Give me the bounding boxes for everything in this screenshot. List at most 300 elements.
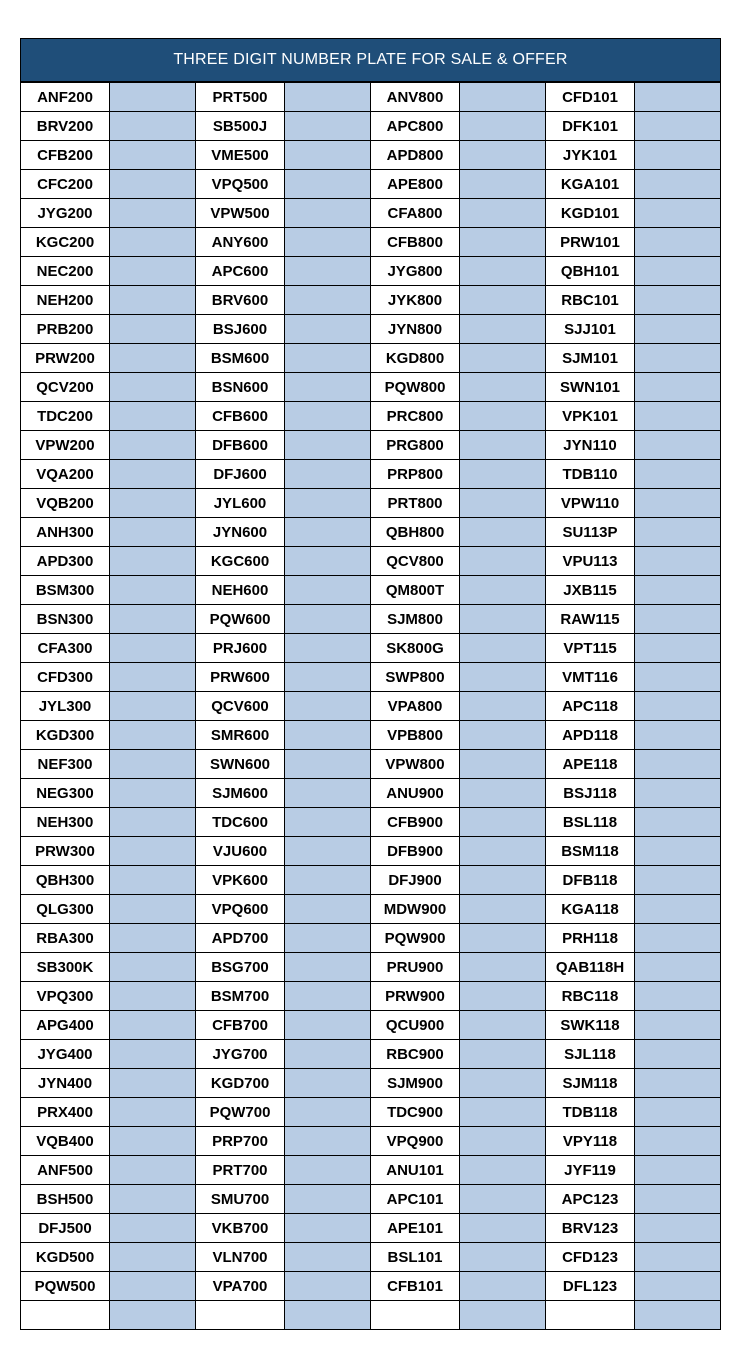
plate-code-cell: PRG800 bbox=[371, 431, 460, 460]
offer-cell[interactable] bbox=[635, 547, 721, 576]
offer-cell[interactable] bbox=[110, 547, 196, 576]
offer-cell[interactable] bbox=[285, 83, 371, 112]
offer-cell[interactable] bbox=[285, 1185, 371, 1214]
plate-code-cell: QM800T bbox=[371, 576, 460, 605]
offer-cell[interactable] bbox=[285, 257, 371, 286]
plate-code-cell: CFB700 bbox=[196, 1011, 285, 1040]
table-row bbox=[21, 489, 721, 518]
offer-cell[interactable] bbox=[460, 750, 546, 779]
plate-code-cell: VPK600 bbox=[196, 866, 285, 895]
table-row bbox=[21, 1243, 721, 1272]
plate-code-cell: RBC900 bbox=[371, 1040, 460, 1069]
offer-cell[interactable] bbox=[460, 808, 546, 837]
offer-cell[interactable] bbox=[110, 141, 196, 170]
offer-cell[interactable] bbox=[110, 199, 196, 228]
plate-code-cell: QLG300 bbox=[21, 895, 110, 924]
offer-cell[interactable] bbox=[110, 170, 196, 199]
offer-cell[interactable] bbox=[635, 286, 721, 315]
offer-cell[interactable] bbox=[285, 721, 371, 750]
offer-cell[interactable] bbox=[285, 605, 371, 634]
offer-cell[interactable] bbox=[110, 837, 196, 866]
offer-cell[interactable] bbox=[635, 692, 721, 721]
offer-cell[interactable] bbox=[460, 199, 546, 228]
offer-cell[interactable] bbox=[460, 1098, 546, 1127]
offer-cell[interactable] bbox=[285, 1243, 371, 1272]
offer-cell[interactable] bbox=[285, 1272, 371, 1301]
plate-code-cell: BSL118 bbox=[546, 808, 635, 837]
offer-cell[interactable] bbox=[460, 431, 546, 460]
offer-cell[interactable] bbox=[635, 895, 721, 924]
offer-cell[interactable] bbox=[285, 576, 371, 605]
offer-cell[interactable] bbox=[110, 1098, 196, 1127]
offer-cell[interactable] bbox=[110, 228, 196, 257]
offer-cell[interactable] bbox=[110, 721, 196, 750]
offer-cell[interactable] bbox=[635, 228, 721, 257]
offer-cell[interactable] bbox=[460, 663, 546, 692]
sheet-title: THREE DIGIT NUMBER PLATE FOR SALE & OFFER bbox=[20, 38, 721, 82]
offer-cell[interactable] bbox=[285, 170, 371, 199]
offer-cell[interactable] bbox=[110, 83, 196, 112]
plate-code-cell: TDC200 bbox=[21, 402, 110, 431]
plate-code-cell: NEH300 bbox=[21, 808, 110, 837]
offer-cell[interactable] bbox=[635, 808, 721, 837]
plate-code-cell: JYK800 bbox=[371, 286, 460, 315]
offer-cell[interactable] bbox=[285, 460, 371, 489]
offer-cell[interactable] bbox=[635, 199, 721, 228]
offer-cell[interactable] bbox=[285, 199, 371, 228]
offer-cell[interactable] bbox=[635, 344, 721, 373]
plate-code-cell: PRT800 bbox=[371, 489, 460, 518]
offer-cell[interactable] bbox=[635, 373, 721, 402]
offer-cell[interactable] bbox=[285, 315, 371, 344]
plate-code-cell: BSL101 bbox=[371, 1243, 460, 1272]
offer-cell[interactable] bbox=[110, 924, 196, 953]
table-row bbox=[21, 779, 721, 808]
offer-cell[interactable] bbox=[460, 170, 546, 199]
table-row bbox=[21, 431, 721, 460]
table-row bbox=[21, 402, 721, 431]
offer-cell[interactable] bbox=[460, 1301, 546, 1330]
offer-cell[interactable] bbox=[285, 634, 371, 663]
offer-cell[interactable] bbox=[285, 402, 371, 431]
plate-code-cell: VPB800 bbox=[371, 721, 460, 750]
offer-cell[interactable] bbox=[635, 982, 721, 1011]
plate-code-cell: PRT700 bbox=[196, 1156, 285, 1185]
offer-cell[interactable] bbox=[635, 170, 721, 199]
offer-cell[interactable] bbox=[460, 402, 546, 431]
offer-cell[interactable] bbox=[460, 257, 546, 286]
plate-code-cell: JYN110 bbox=[546, 431, 635, 460]
offer-cell[interactable] bbox=[285, 837, 371, 866]
offer-cell[interactable] bbox=[110, 1301, 196, 1330]
offer-cell[interactable] bbox=[110, 866, 196, 895]
plate-code-cell: CFD101 bbox=[546, 83, 635, 112]
offer-cell[interactable] bbox=[635, 953, 721, 982]
table-row bbox=[21, 750, 721, 779]
plate-code-cell: VJU600 bbox=[196, 837, 285, 866]
plate-code-cell: CFB101 bbox=[371, 1272, 460, 1301]
offer-cell[interactable] bbox=[635, 779, 721, 808]
offer-cell[interactable] bbox=[110, 953, 196, 982]
offer-cell[interactable] bbox=[110, 373, 196, 402]
offer-cell[interactable] bbox=[635, 1301, 721, 1330]
plate-code-cell: PQW900 bbox=[371, 924, 460, 953]
offer-cell[interactable] bbox=[460, 141, 546, 170]
offer-cell[interactable] bbox=[110, 1185, 196, 1214]
offer-cell[interactable] bbox=[635, 1011, 721, 1040]
plate-code-cell: DFJ600 bbox=[196, 460, 285, 489]
plate-code-cell: QCV600 bbox=[196, 692, 285, 721]
offer-cell[interactable] bbox=[110, 895, 196, 924]
plate-code-cell: BSJ118 bbox=[546, 779, 635, 808]
plate-code-cell: TDC900 bbox=[371, 1098, 460, 1127]
offer-cell[interactable] bbox=[635, 837, 721, 866]
plate-code-cell: CFB900 bbox=[371, 808, 460, 837]
table-row bbox=[21, 576, 721, 605]
offer-cell[interactable] bbox=[460, 1243, 546, 1272]
plate-code-cell: MDW900 bbox=[371, 895, 460, 924]
offer-cell[interactable] bbox=[285, 489, 371, 518]
plate-code-cell: VPW500 bbox=[196, 199, 285, 228]
table-row bbox=[21, 1069, 721, 1098]
offer-cell[interactable] bbox=[110, 750, 196, 779]
plate-code-cell: KGC600 bbox=[196, 547, 285, 576]
offer-cell[interactable] bbox=[285, 982, 371, 1011]
table-row bbox=[21, 924, 721, 953]
offer-cell[interactable] bbox=[635, 924, 721, 953]
offer-cell[interactable] bbox=[285, 953, 371, 982]
table-row bbox=[21, 895, 721, 924]
offer-cell[interactable] bbox=[635, 663, 721, 692]
plate-code-cell bbox=[371, 1301, 460, 1330]
offer-cell[interactable] bbox=[110, 518, 196, 547]
offer-cell[interactable] bbox=[635, 460, 721, 489]
plate-code-cell: SJM118 bbox=[546, 1069, 635, 1098]
offer-cell[interactable] bbox=[460, 228, 546, 257]
plate-code-cell: PRC800 bbox=[371, 402, 460, 431]
plate-code-cell: APE101 bbox=[371, 1214, 460, 1243]
offer-cell[interactable] bbox=[285, 808, 371, 837]
plate-code-cell: QBH300 bbox=[21, 866, 110, 895]
plate-code-cell: VMT116 bbox=[546, 663, 635, 692]
offer-cell[interactable] bbox=[635, 750, 721, 779]
offer-cell[interactable] bbox=[285, 1301, 371, 1330]
offer-cell[interactable] bbox=[460, 547, 546, 576]
offer-cell[interactable] bbox=[285, 1156, 371, 1185]
offer-cell[interactable] bbox=[460, 373, 546, 402]
table-row bbox=[21, 460, 721, 489]
table-row bbox=[21, 1011, 721, 1040]
offer-cell[interactable] bbox=[110, 112, 196, 141]
plate-code-cell: BRV600 bbox=[196, 286, 285, 315]
offer-cell[interactable] bbox=[460, 1127, 546, 1156]
offer-cell[interactable] bbox=[110, 576, 196, 605]
plate-code-cell: VPW110 bbox=[546, 489, 635, 518]
plate-code-cell: VPK101 bbox=[546, 402, 635, 431]
offer-cell[interactable] bbox=[460, 692, 546, 721]
offer-cell[interactable] bbox=[285, 1069, 371, 1098]
offer-cell[interactable] bbox=[635, 1069, 721, 1098]
plate-code-cell: SWN600 bbox=[196, 750, 285, 779]
offer-cell[interactable] bbox=[285, 1098, 371, 1127]
offer-cell[interactable] bbox=[635, 141, 721, 170]
offer-cell[interactable] bbox=[460, 1185, 546, 1214]
table-row bbox=[21, 1127, 721, 1156]
offer-cell[interactable] bbox=[285, 286, 371, 315]
offer-cell[interactable] bbox=[635, 1127, 721, 1156]
plate-code-cell: SWN101 bbox=[546, 373, 635, 402]
plate-code-cell: KGD300 bbox=[21, 721, 110, 750]
offer-cell[interactable] bbox=[460, 112, 546, 141]
plate-code-cell: BSJ600 bbox=[196, 315, 285, 344]
plate-code-cell: APG400 bbox=[21, 1011, 110, 1040]
offer-cell[interactable] bbox=[110, 634, 196, 663]
offer-cell[interactable] bbox=[460, 576, 546, 605]
offer-cell[interactable] bbox=[285, 750, 371, 779]
offer-cell[interactable] bbox=[285, 518, 371, 547]
plate-code-cell bbox=[196, 1301, 285, 1330]
plate-code-cell: SB300K bbox=[21, 953, 110, 982]
plate-code-cell: JYN800 bbox=[371, 315, 460, 344]
plate-code-cell: NEH600 bbox=[196, 576, 285, 605]
offer-cell[interactable] bbox=[110, 692, 196, 721]
offer-cell[interactable] bbox=[635, 605, 721, 634]
plate-code-cell: VPQ600 bbox=[196, 895, 285, 924]
offer-cell[interactable] bbox=[110, 1069, 196, 1098]
offer-cell[interactable] bbox=[285, 663, 371, 692]
offer-cell[interactable] bbox=[635, 489, 721, 518]
offer-cell[interactable] bbox=[460, 344, 546, 373]
offer-cell[interactable] bbox=[460, 83, 546, 112]
table-row bbox=[21, 1156, 721, 1185]
plate-code-cell: APC101 bbox=[371, 1185, 460, 1214]
plate-code-cell: VKB700 bbox=[196, 1214, 285, 1243]
table-row bbox=[21, 982, 721, 1011]
offer-cell[interactable] bbox=[460, 779, 546, 808]
offer-cell[interactable] bbox=[460, 315, 546, 344]
offer-cell[interactable] bbox=[460, 866, 546, 895]
plate-code-cell: BRV123 bbox=[546, 1214, 635, 1243]
offer-cell[interactable] bbox=[110, 1272, 196, 1301]
offer-cell[interactable] bbox=[460, 460, 546, 489]
offer-cell[interactable] bbox=[110, 1243, 196, 1272]
offer-cell[interactable] bbox=[110, 1011, 196, 1040]
offer-cell[interactable] bbox=[285, 112, 371, 141]
offer-cell[interactable] bbox=[110, 1214, 196, 1243]
plate-code-cell: DFJ900 bbox=[371, 866, 460, 895]
table-row bbox=[21, 837, 721, 866]
offer-cell[interactable] bbox=[460, 837, 546, 866]
plate-code-cell: NEF300 bbox=[21, 750, 110, 779]
offer-cell[interactable] bbox=[285, 924, 371, 953]
plate-code-cell: QBH101 bbox=[546, 257, 635, 286]
offer-cell[interactable] bbox=[110, 1127, 196, 1156]
offer-cell[interactable] bbox=[460, 634, 546, 663]
offer-cell[interactable] bbox=[110, 779, 196, 808]
plate-code-cell: ANY600 bbox=[196, 228, 285, 257]
offer-cell[interactable] bbox=[110, 605, 196, 634]
offer-cell[interactable] bbox=[110, 402, 196, 431]
plate-code-cell: PRU900 bbox=[371, 953, 460, 982]
plate-code-cell: VQB400 bbox=[21, 1127, 110, 1156]
offer-cell[interactable] bbox=[635, 721, 721, 750]
offer-cell[interactable] bbox=[460, 286, 546, 315]
table-row bbox=[21, 199, 721, 228]
table-row bbox=[21, 373, 721, 402]
offer-cell[interactable] bbox=[460, 895, 546, 924]
plate-code-cell: KGD500 bbox=[21, 1243, 110, 1272]
offer-cell[interactable] bbox=[460, 982, 546, 1011]
plate-code-cell: RBC118 bbox=[546, 982, 635, 1011]
offer-cell[interactable] bbox=[110, 808, 196, 837]
plate-code-cell: SJL118 bbox=[546, 1040, 635, 1069]
offer-cell[interactable] bbox=[110, 460, 196, 489]
offer-cell[interactable] bbox=[110, 315, 196, 344]
offer-cell[interactable] bbox=[285, 431, 371, 460]
plate-code-cell: VPQ300 bbox=[21, 982, 110, 1011]
offer-cell[interactable] bbox=[635, 1156, 721, 1185]
offer-cell[interactable] bbox=[110, 257, 196, 286]
offer-cell[interactable] bbox=[635, 1185, 721, 1214]
plate-code-cell: JYN400 bbox=[21, 1069, 110, 1098]
offer-cell[interactable] bbox=[460, 518, 546, 547]
table-row bbox=[21, 1272, 721, 1301]
offer-cell[interactable] bbox=[110, 663, 196, 692]
plate-code-cell: SJM900 bbox=[371, 1069, 460, 1098]
plate-code-cell: NEH200 bbox=[21, 286, 110, 315]
plate-code-cell: CFB800 bbox=[371, 228, 460, 257]
plate-table-body bbox=[21, 83, 721, 1330]
plate-code-cell: APC600 bbox=[196, 257, 285, 286]
offer-cell[interactable] bbox=[635, 112, 721, 141]
offer-cell[interactable] bbox=[110, 1156, 196, 1185]
offer-cell[interactable] bbox=[635, 402, 721, 431]
plate-code-cell: JXB115 bbox=[546, 576, 635, 605]
plate-code-cell: VPT115 bbox=[546, 634, 635, 663]
plate-code-cell bbox=[546, 1301, 635, 1330]
table-row bbox=[21, 953, 721, 982]
plate-code-cell: KGA101 bbox=[546, 170, 635, 199]
plate-code-cell: PRB200 bbox=[21, 315, 110, 344]
plate-code-cell: CFC200 bbox=[21, 170, 110, 199]
offer-cell[interactable] bbox=[635, 518, 721, 547]
offer-cell[interactable] bbox=[460, 1214, 546, 1243]
offer-cell[interactable] bbox=[285, 373, 371, 402]
offer-cell[interactable] bbox=[110, 982, 196, 1011]
offer-cell[interactable] bbox=[635, 1098, 721, 1127]
plate-code-cell: SJM600 bbox=[196, 779, 285, 808]
offer-cell[interactable] bbox=[635, 866, 721, 895]
plate-code-cell: VQA200 bbox=[21, 460, 110, 489]
offer-cell[interactable] bbox=[635, 576, 721, 605]
offer-cell[interactable] bbox=[110, 286, 196, 315]
offer-cell[interactable] bbox=[285, 1040, 371, 1069]
plate-code-cell: BSM300 bbox=[21, 576, 110, 605]
table-row bbox=[21, 1098, 721, 1127]
offer-cell[interactable] bbox=[460, 1156, 546, 1185]
table-row bbox=[21, 228, 721, 257]
offer-cell[interactable] bbox=[635, 431, 721, 460]
plate-code-cell: DFL123 bbox=[546, 1272, 635, 1301]
table-row bbox=[21, 518, 721, 547]
plate-code-cell: ANV800 bbox=[371, 83, 460, 112]
offer-cell[interactable] bbox=[285, 228, 371, 257]
offer-cell[interactable] bbox=[635, 1040, 721, 1069]
offer-cell[interactable] bbox=[285, 866, 371, 895]
plate-code-cell: DFK101 bbox=[546, 112, 635, 141]
plate-code-cell: BRV200 bbox=[21, 112, 110, 141]
plate-code-cell: SMR600 bbox=[196, 721, 285, 750]
plate-code-cell: APE118 bbox=[546, 750, 635, 779]
plate-code-cell: JYK101 bbox=[546, 141, 635, 170]
offer-cell[interactable] bbox=[285, 344, 371, 373]
plate-code-cell: JYG800 bbox=[371, 257, 460, 286]
plate-code-cell: PRW200 bbox=[21, 344, 110, 373]
plate-code-cell: JYG200 bbox=[21, 199, 110, 228]
offer-cell[interactable] bbox=[635, 257, 721, 286]
plate-code-cell: SWK118 bbox=[546, 1011, 635, 1040]
plate-code-cell: VQB200 bbox=[21, 489, 110, 518]
offer-cell[interactable] bbox=[285, 547, 371, 576]
plate-code-cell: SB500J bbox=[196, 112, 285, 141]
plate-code-cell: PQW800 bbox=[371, 373, 460, 402]
plate-code-cell: PRH118 bbox=[546, 924, 635, 953]
plate-code-cell: TDC600 bbox=[196, 808, 285, 837]
offer-cell[interactable] bbox=[110, 344, 196, 373]
offer-cell[interactable] bbox=[285, 141, 371, 170]
offer-cell[interactable] bbox=[285, 692, 371, 721]
offer-cell[interactable] bbox=[635, 1243, 721, 1272]
offer-cell[interactable] bbox=[460, 605, 546, 634]
plate-code-cell: RBC101 bbox=[546, 286, 635, 315]
plate-code-cell: BSH500 bbox=[21, 1185, 110, 1214]
table-row bbox=[21, 1214, 721, 1243]
offer-cell[interactable] bbox=[635, 1272, 721, 1301]
offer-cell[interactable] bbox=[460, 1069, 546, 1098]
offer-cell[interactable] bbox=[635, 1214, 721, 1243]
plate-code-cell: DFB900 bbox=[371, 837, 460, 866]
plate-code-cell: ANU900 bbox=[371, 779, 460, 808]
plate-code-cell: ANF500 bbox=[21, 1156, 110, 1185]
plate-code-cell: PRW101 bbox=[546, 228, 635, 257]
offer-cell[interactable] bbox=[110, 431, 196, 460]
offer-cell[interactable] bbox=[460, 924, 546, 953]
table-row bbox=[21, 1040, 721, 1069]
offer-cell[interactable] bbox=[460, 721, 546, 750]
plate-code-cell: PRW300 bbox=[21, 837, 110, 866]
offer-cell[interactable] bbox=[460, 953, 546, 982]
offer-cell[interactable] bbox=[110, 1040, 196, 1069]
offer-cell[interactable] bbox=[285, 895, 371, 924]
offer-cell[interactable] bbox=[460, 1011, 546, 1040]
offer-cell[interactable] bbox=[635, 83, 721, 112]
offer-cell[interactable] bbox=[460, 489, 546, 518]
offer-cell[interactable] bbox=[460, 1040, 546, 1069]
plate-code-cell: NEC200 bbox=[21, 257, 110, 286]
offer-cell[interactable] bbox=[285, 1011, 371, 1040]
plate-code-cell: PRX400 bbox=[21, 1098, 110, 1127]
offer-cell[interactable] bbox=[285, 1127, 371, 1156]
offer-cell[interactable] bbox=[635, 634, 721, 663]
table-row bbox=[21, 170, 721, 199]
offer-cell[interactable] bbox=[285, 1214, 371, 1243]
offer-cell[interactable] bbox=[460, 1272, 546, 1301]
plate-code-cell: APD800 bbox=[371, 141, 460, 170]
plate-code-cell: PRP800 bbox=[371, 460, 460, 489]
offer-cell[interactable] bbox=[635, 315, 721, 344]
offer-cell[interactable] bbox=[285, 779, 371, 808]
offer-cell[interactable] bbox=[110, 489, 196, 518]
